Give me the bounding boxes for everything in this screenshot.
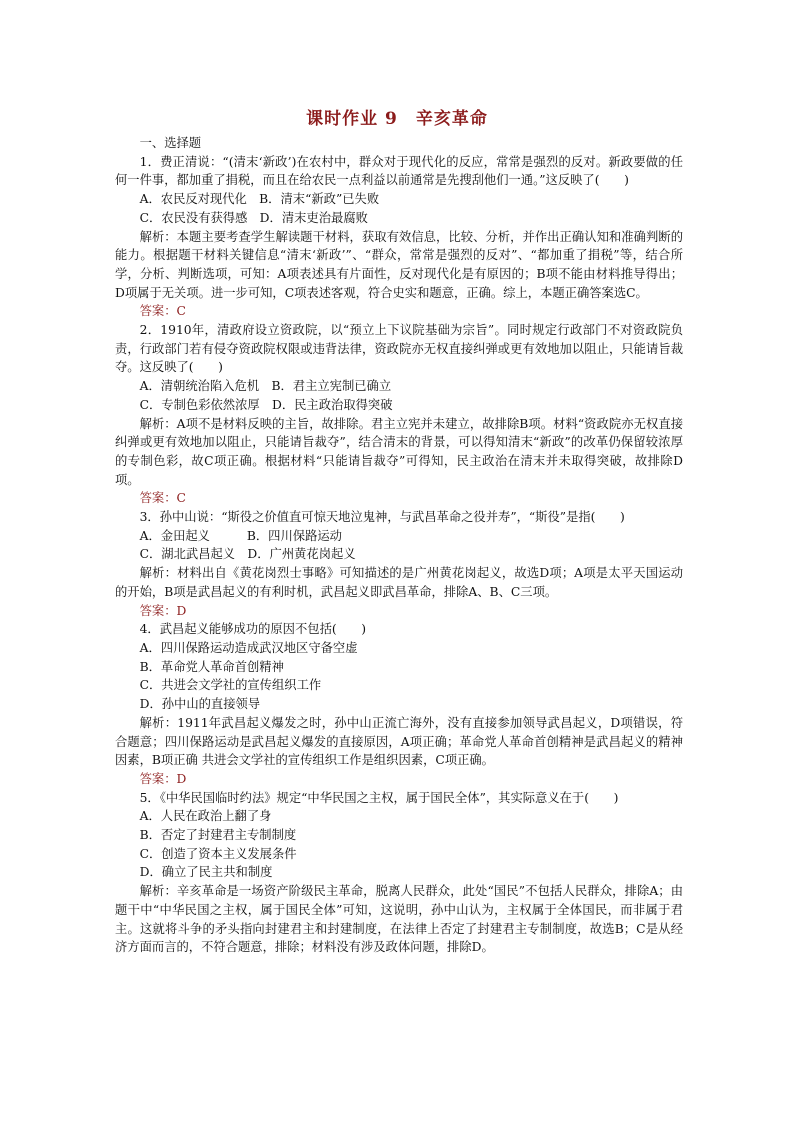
question-stem: 4．武昌起义能够成功的原因不包括( ) (139, 622, 367, 637)
question-analysis: 解析：1911年武昌起义爆发之时，孙中山正流亡海外，没有直接参加领导武昌起义，D项错误，符合题意；四川保路运动是武昌起义爆发的直接原因，A项正确；革命党人革命首创精神是武昌起义的精神因素，B项正确 共进会文学社的宣传组织工作是组织因素，C项正确。 (115, 715, 683, 768)
question-option: A．人民在政治上翻了身 (139, 809, 272, 824)
question-option: C．共进会文学社的宣传组织工作 (139, 678, 322, 693)
question-option: C．专制色彩依然浓厚 D．民主政治取得突破 (139, 397, 393, 412)
question-option: B．否定了封建君主专制制度 (139, 828, 297, 843)
question-answer: 答案：D (139, 603, 187, 618)
question-option: C．农民没有获得感 D．清末吏治最腐败 (139, 210, 368, 225)
question-answer: 答案：C (139, 491, 186, 506)
question-option: A．清朝统治陷入危机 B．君主立宪制已确立 (139, 379, 392, 394)
question-option: A．农民反对现代化 B．清末“新政”已失败 (139, 192, 380, 207)
question-option: D．孙中山的直接领导 (139, 697, 261, 712)
question-stem: 1．费正清说：“(清末‘新政’)在农村中，群众对于现代化的反应，常常是强烈的反对。新政要做的任何一件事，都加重了捐税，而且在给农民一点利益以前通常是先搜刮他们一通。”这反映了( ) (115, 154, 683, 188)
page-title: 课时作业 9 辛亥革命 (306, 109, 488, 129)
question-option: C．湖北武昌起义 D．广州黄花岗起义 (139, 547, 356, 562)
question-option: C．创造了资本主义发展条件 (139, 846, 297, 861)
question-answer: 答案：D (139, 771, 187, 786)
question-option: A．金田起义 B．四川保路运动 (139, 528, 342, 543)
question-stem: 5．《中华民国临时约法》规定“中华民国之主权，属于国民全体”，其实际意义在于( ) (139, 790, 619, 805)
question-option: A．四川保路运动造成武汉地区守备空虚 (139, 640, 358, 655)
question-analysis: 解析：本题主要考查学生解读题干材料，获取有效信息，比较、分析，并作出正确认知和准确判断的能力。根据题干材料关键信息“清末‘新政’”、“群众，常常是强烈的反对”、“都加重了捐税”等，结合所学，分析、判断选项，可知：A项表述具有片面性，反对现代化是有原因的；B项不能由材料推导得出；D项属于无关项。进一步可知，C项表述客观，符合史实和题意，正确。综上，本题正确答案选C。 (115, 229, 683, 300)
content-body (115, 134, 683, 957)
question-analysis: 解析：材料出自《黄花岗烈士事略》可知描述的是广州黄花岗起义，故选D项；A项是太平天国运动的开始，B项是武昌起义的有利时机，武昌起义即武昌革命，排除A、B、C三项。 (115, 566, 683, 599)
question-analysis: 解析：A项不是材料反映的主旨，故排除。君主立宪并未建立，故排除B项。材料“资政院亦无权直接纠弹或更有效地加以阻止，只能请旨裁夺”，结合清末的背景，可以得知清末“新政”的改革仍保留较浓厚的专制色彩，故C项正确。根据材料“只能请旨裁夺”可得知，民主政治在清末并未取得突破，故排除D项。 (115, 416, 683, 487)
question-option: D．确立了民主共和制度 (139, 865, 273, 880)
question-analysis: 解析：辛亥革命是一场资产阶级民主革命，脱离人民群众，此处“国民”不包括人民群众，排除A；由题干中“中华民国之主权，属于国民全体”可知，这说明，孙中山认为，主权属于全体国民，而非属于君主。这就将斗争的矛头指向封建君主和封建制度，在法律上否定了封建君主专制制度，故选B；C是从经济方面而言的，不符合题意，排除；材料没有涉及政体问题，排除D。 (115, 884, 683, 955)
question-stem: 2．1910年，清政府设立资政院，以“预立上下议院基础为宗旨”。同时规定行政部门不对资政院负责，行政部门若有侵夺资政院权限或违背法律，资政院亦无权直接纠弹或更有效地加以阻止，只能请旨裁夺。这反映了( ) (115, 323, 683, 375)
question-stem: 3．孙中山说：“斯役之价值直可惊天地泣鬼神，与武昌革命之役并寿”，“斯役”是指( ) (139, 510, 625, 525)
question-option: B．革命党人革命首创精神 (139, 659, 284, 674)
section-heading: 一、选择题 (139, 136, 202, 150)
question-answer: 答案：C (139, 304, 186, 319)
